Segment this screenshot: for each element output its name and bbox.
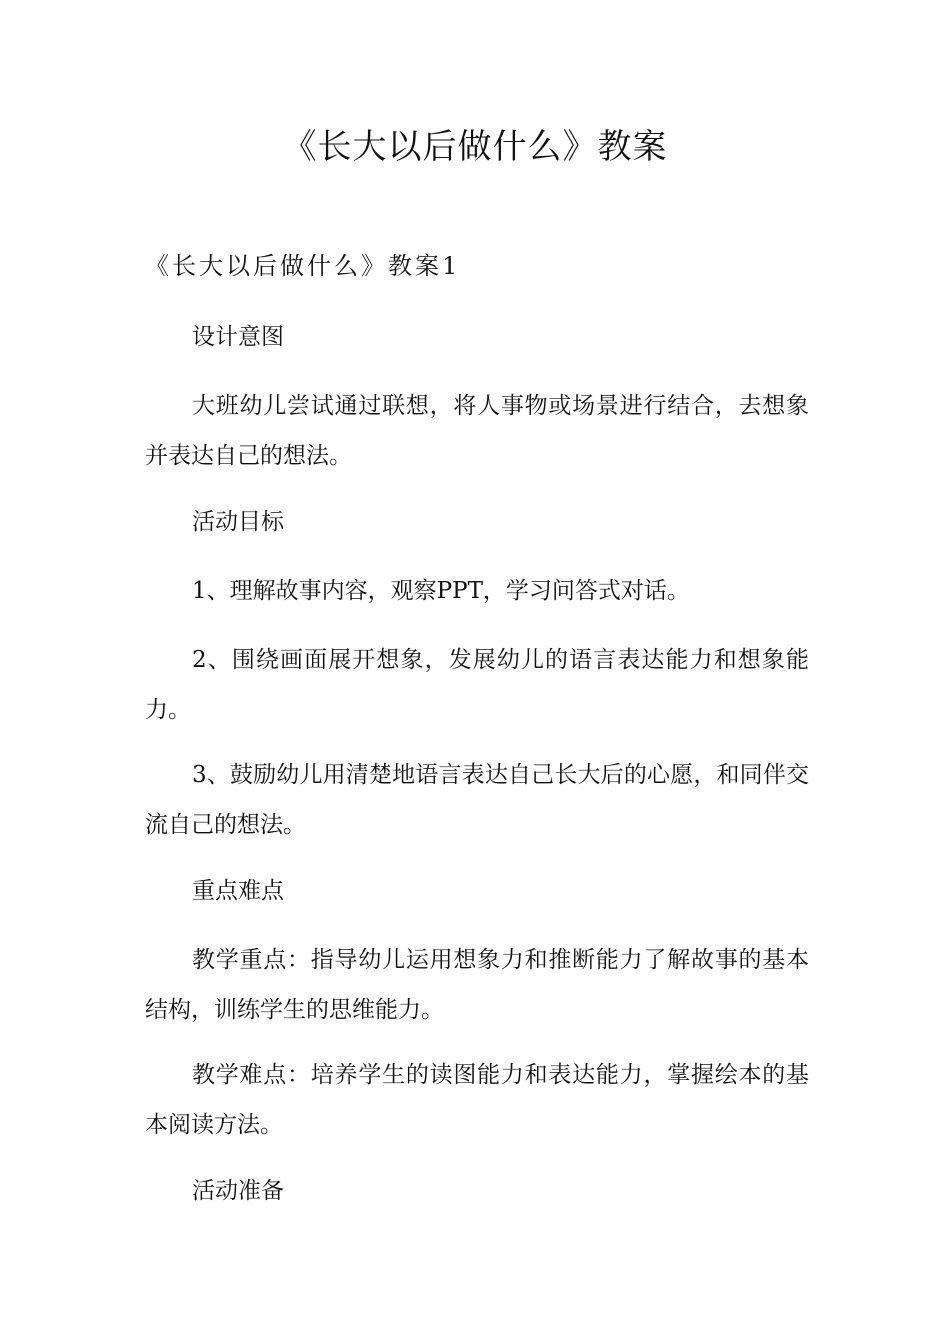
paragraph-goal-3: 3、鼓励幼儿用清楚地语言表达自己长大后的心愿，和同伴交流自己的想法。 (145, 762, 809, 838)
paragraph-teaching-difficulty: 教学难点：培养学生的读图能力和表达能力，掌握绘本的基本阅读方法。 (145, 1062, 809, 1138)
document-title: 《长大以后做什么》教案 (282, 127, 668, 167)
section-title: 《长大以后做什么》教案1 (145, 252, 461, 280)
paragraph-goal-1: 1、理解故事内容，观察PPT，学习问答式对话。 (192, 578, 690, 604)
paragraph-design-intent: 大班幼儿尝试通过联想，将人事物或场景进行结合，去想象并表达自己的想法。 (145, 393, 809, 469)
paragraph-goal-2: 2、围绕画面展开想象，发展幼儿的语言表达能力和想象能力。 (145, 647, 809, 723)
paragraph-teaching-focus: 教学重点：指导幼儿运用想象力和推断能力了解故事的基本结构，训练学生的思维能力。 (145, 947, 809, 1023)
heading-key-difficulties: 重点难点 (192, 878, 284, 904)
heading-design-intent: 设计意图 (192, 324, 284, 350)
heading-activity-preparation: 活动准备 (192, 1178, 284, 1204)
heading-activity-goals: 活动目标 (192, 509, 284, 535)
